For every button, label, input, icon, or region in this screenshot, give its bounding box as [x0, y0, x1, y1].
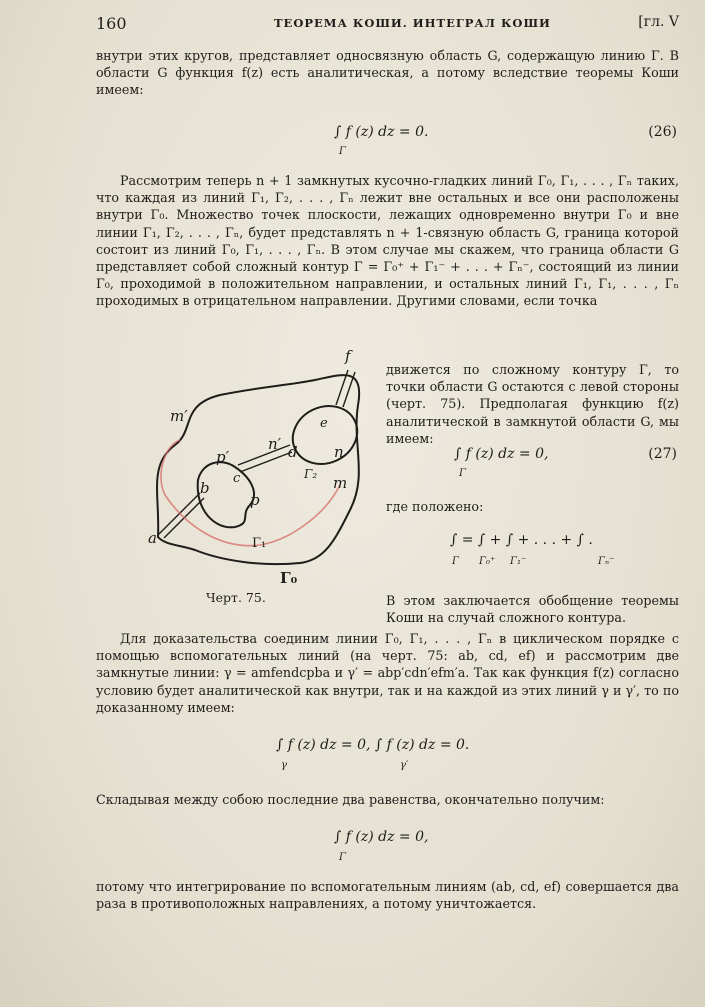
sum-subscript-outer: Γ₀⁺ — [479, 556, 496, 567]
label-m-prime: m′ — [170, 407, 188, 425]
label-n: n — [334, 443, 344, 461]
paragraph-6: потому что интегрирование по вспомогательным линиям (ab, cd, ef) совершается два раза в противоположных направлениях, а потому уничтожается. — [96, 879, 679, 912]
label-d: d — [288, 443, 298, 461]
figure-caption: Черт. 75. — [206, 590, 266, 605]
label-b: b — [200, 479, 210, 497]
gamma-pair-subscript-2: γ′ — [400, 760, 409, 771]
label-c: c — [233, 471, 241, 486]
sum-equation: ∫ = ∫ + ∫ + . . . + ∫ . — [450, 532, 593, 548]
label-f: f — [345, 347, 351, 365]
contour-gamma-2 — [283, 396, 366, 475]
paragraph-2: Рассмотрим теперь n + 1 замкнутых кусочно-гладких линий Γ₀, Γ₁, . . . , Γₙ таких, что каждая из линий Γ₁, Γ₂, . . . , Γₙ лежит вне остальных и все они расположены внутри Γ₀. Множество точек плоскости, лежащих одновременно внутри Γ₀ и вне линии Γ₁, Γ₂, . . . , Γₙ, будет представлять n + 1-связную область G, граница которой состоит из линий Γ₀, Γ₁, . . . , Γₙ. В этом случае мы скажем, что граница области G представляет собой сложный контур Γ = Γ₀⁺ + Γ₁⁻ + . . . + Γₙ⁻, состоящий из линии Γ₀, проходимой в положительном направлении, и остальных линий Γ₁, Γ₁, . . . , Γₙ проходимых в отрицательном направлении. Другими словами, если точка — [96, 173, 679, 309]
label-a: a — [148, 529, 157, 547]
label-e: e — [320, 416, 328, 431]
equation-final-subscript: Γ — [339, 852, 346, 863]
equation-final: ∫ f (z) dz = 0, — [334, 829, 429, 845]
label-p: p — [250, 491, 260, 509]
chapter-marker: [гл. V — [638, 14, 679, 30]
label-p-prime: p′ — [216, 448, 230, 466]
gamma-pair-subscript-1: γ — [281, 760, 287, 771]
paragraph-4: Для доказательства соединим линии Γ₀, Γ₁, . . . , Γₙ в циклическом порядке с помощью вспомогательных линий (на черт. 75: ab, cd, ef) и рассмотрим две замкнутые линии: γ = amfendcpba и γ′ = abp′cdn′efm′a. Так как функция f(z) согласно условию будет аналитической как внутри, так и на каждой из этих линий γ и γ′, то по доказанному имеем: — [96, 631, 679, 715]
paragraph-5: Складывая между собою последние два равенства, окончательно получим: — [96, 792, 605, 807]
sum-subscript-inner-1: Γ₁⁻ — [510, 556, 527, 567]
running-title: ТЕОРЕМА КОШИ. ИНТЕГРАЛ КОШИ — [274, 16, 551, 30]
label-gamma-0: Γ₀ — [280, 569, 298, 587]
paragraph-2-continued: движется по сложному контуру Γ, то точки области G остаются с левой стороны (черт. 75). Предполагая функцию f(z) аналитической в замкнутой области G, мы имеем: — [386, 362, 679, 446]
where-label: где положено: — [386, 499, 484, 514]
label-gamma-2: Γ₂ — [304, 467, 318, 481]
equation-26-subscript: Γ — [339, 146, 346, 157]
paragraph-1: внутри этих кругов, представляет односвязную область G, содержащую линию Γ. В области G функция f(z) есть аналитическая, а потому вследствие теоремы Коши имеем: — [96, 48, 679, 98]
equation-27-subscript: Γ — [459, 468, 466, 479]
aux-line-cd-2 — [240, 452, 292, 472]
equation-gamma-pair: ∫ f (z) dz = 0, ∫ f (z) dz = 0. — [276, 737, 470, 753]
aux-line-ab-1 — [158, 493, 200, 535]
equation-26: ∫ f (z) dz = 0. — [334, 124, 429, 140]
equation-27-number: (27) — [648, 446, 677, 462]
page-number: 160 — [96, 14, 127, 33]
figure-75 — [140, 345, 380, 590]
sum-subscript-inner-n: Γₙ⁻ — [598, 556, 615, 567]
paragraph-3: В этом заключается обобщение теоремы Коши на случай сложного контура. — [386, 593, 679, 626]
label-gamma-1: Γ₁ — [252, 536, 267, 551]
aux-line-cd-1 — [238, 445, 290, 465]
page-header — [96, 14, 679, 36]
equation-26-number: (26) — [648, 124, 677, 140]
label-m: m — [333, 474, 348, 492]
sum-subscript-total: Γ — [452, 556, 459, 567]
equation-27: ∫ f (z) dz = 0, — [454, 446, 549, 462]
label-n-prime: n′ — [268, 435, 282, 453]
